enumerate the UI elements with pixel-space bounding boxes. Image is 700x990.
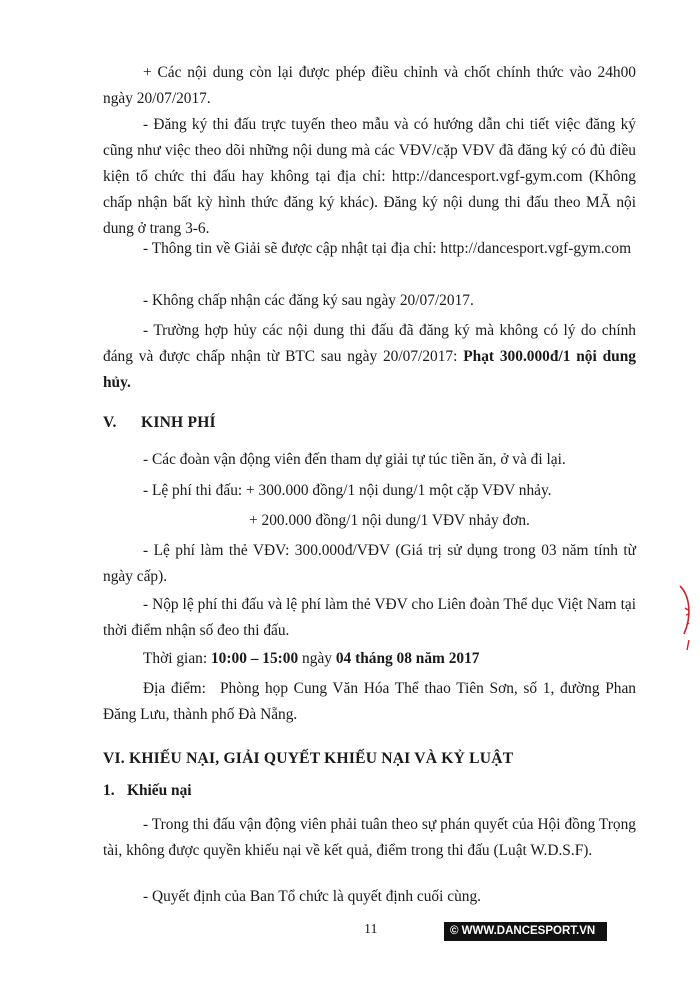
section-v-number: V.: [103, 414, 117, 431]
time-mid: ngày: [298, 650, 336, 667]
time-hours: 10:00 – 15:00: [210, 650, 299, 667]
page-number: 11: [364, 922, 378, 937]
time-date: 04 tháng 08 năm 2017: [335, 650, 480, 667]
section-vi-title: KHIẾU NẠI, GIẢI QUYẾT KHIẾU NẠI VÀ KỶ LUẬT: [129, 750, 514, 767]
time-label: Thời gian:: [143, 650, 211, 667]
subsection-number: 1.: [103, 782, 115, 799]
section-v-heading: [103, 414, 216, 432]
paragraph-solo-fee: + 200.000 đồng/1 nội dung/1 VĐV nhảy đơn.: [249, 512, 530, 529]
watermark-badge: © WWW.DANCESPORT.VN: [444, 922, 607, 941]
paragraph-cancellation-penalty: [103, 318, 636, 396]
paragraph-info-update: - Thông tin về Giải sẽ được cập nhật tại địa chỉ: http://dancesport.vgf-gym.com: [143, 240, 632, 257]
paragraph-card-fee: - Lệ phí làm thẻ VĐV: 300.000đ/VĐV (Giá trị sử dụng trong 03 năm tính từ ngày cấp).: [103, 542, 636, 585]
venue-label: Địa điểm:: [143, 680, 206, 697]
stamp-tail: [687, 640, 689, 650]
paragraph-venue: [103, 676, 636, 728]
paragraph-final-decision: - Quyết định của Ban Tổ chức là quyết định cuối cùng.: [143, 888, 482, 905]
section-vi-number: VI.: [103, 750, 125, 767]
paragraph-competition-fee: - Lệ phí thi đấu: + 300.000 đồng/1 nội dung/1 một cặp VĐV nhảy.: [143, 482, 552, 499]
paragraph-online-registration: - Đăng ký thi đấu trực tuyến theo mẫu và có hướng dẫn chi tiết việc đăng ký cũng như việc theo dõi những nội dung mà các VĐV/cặp VĐV đã đăng ký có đủ điều kiện tổ chức thi đấu hay không tại địa chỉ: http://dancesport.vgf-gym.com (Không chấp nhận bất kỳ hình thức đăng ký khác). Đăng ký nội dung thi đấu theo MÃ nội dung ở trang 3-6.: [103, 116, 636, 237]
subsection-title: Khiếu nại: [127, 782, 192, 799]
penalty-text: - Trường hợp hủy các nội dung thi đấu đã đăng ký mà không có lý do chính đáng và được chấp nhận từ BTC sau ngày 20/07/2017:: [103, 322, 636, 365]
penalty-amount: Phạt 300.000đ/1 nội dung hủy.: [103, 348, 636, 391]
venue-text: Phòng họp Cung Văn Hóa Thể thao Tiên Sơn, số 1, đường Phan Đăng Lưu, thành phố Đà Nẵng.: [103, 680, 636, 723]
section-vi-heading: [103, 750, 513, 768]
paragraph-referee-decision: - Trong thi đấu vận động viên phải tuân theo sự phán quyết của Hội đồng Trọng tài, không được quyền khiếu nại về kết quả, điểm trong thi đấu (Luật W.D.S.F).: [103, 816, 636, 859]
paragraph-no-late-registration: - Không chấp nhận các đăng ký sau ngày 20/07/2017.: [143, 292, 474, 309]
subsection-complaints-heading: [103, 782, 192, 800]
section-v-title: KINH PHÍ: [141, 414, 216, 431]
red-stamp-mark-icon: [676, 582, 696, 652]
paragraph-payment: - Nộp lệ phí thi đấu và lệ phí làm thẻ VĐV cho Liên đoàn Thể dục Việt Nam tại thời điểm nhận số đeo thi đấu.: [103, 596, 636, 639]
paragraph-time: [103, 646, 636, 672]
paragraph-adjustment-deadline: + Các nội dung còn lại được phép điều chỉnh và chốt chính thức vào 24h00 ngày 20/07/2017.: [103, 64, 636, 107]
paragraph-self-funded: - Các đoàn vận động viên đến tham dự giải tự túc tiền ăn, ở và đi lại.: [143, 451, 566, 468]
